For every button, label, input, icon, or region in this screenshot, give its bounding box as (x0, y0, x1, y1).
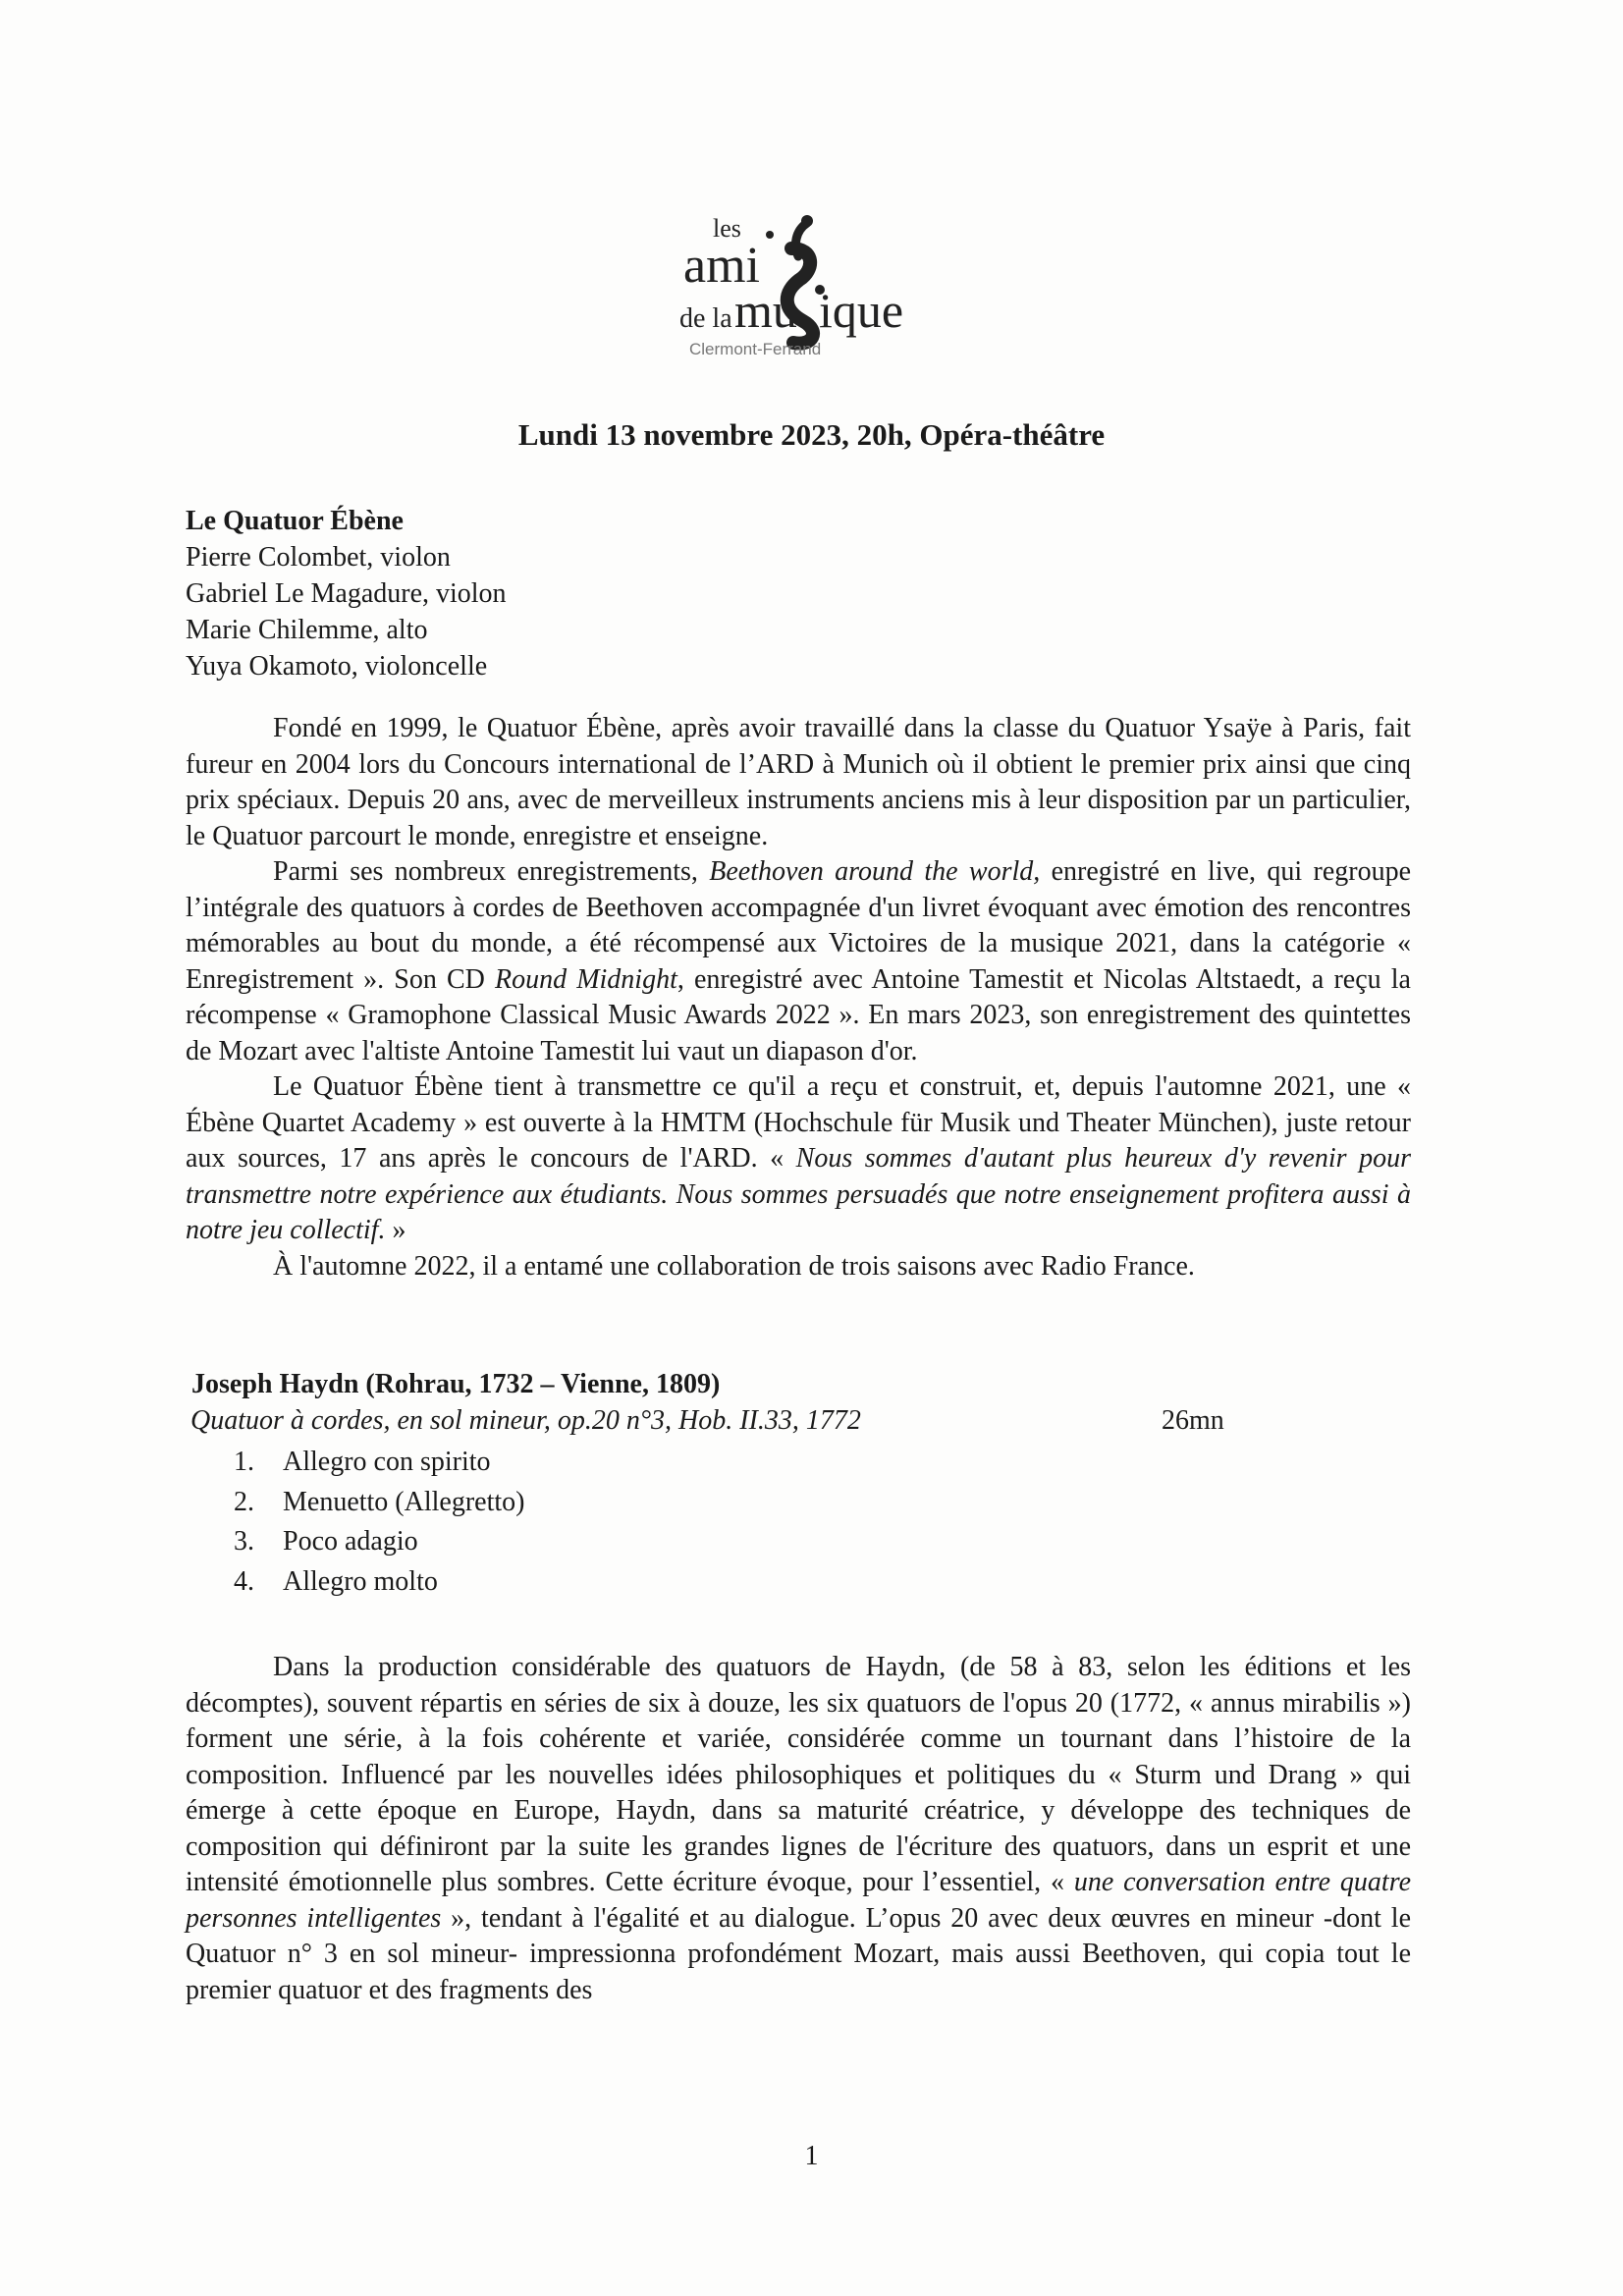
composer-heading: Joseph Haydn (Rohrau, 1732 – Vienne, 1809) (191, 1369, 721, 1399)
logo (677, 211, 992, 368)
movement-item: 1. Allegro con spirito (234, 1447, 491, 1477)
member-line: Pierre Colombet, violon (186, 542, 451, 573)
movement-item: 4. Allegro molto (234, 1565, 438, 1597)
logo-line3-b: mu (734, 283, 797, 338)
performers-block (186, 503, 507, 684)
logo-line2: ami (683, 238, 760, 294)
work-duration: 26mn (1162, 1405, 1224, 1436)
member-line: Yuya Okamoto, violoncelle (186, 651, 488, 682)
member-line: Gabriel Le Magadure, violon (186, 578, 507, 609)
movement-item: 3. Poco adagio (234, 1526, 418, 1557)
page-number: 1 (804, 2141, 819, 2171)
logo-line3-a: de la (679, 303, 732, 334)
ensemble-name: Le Quatuor Ébène (186, 506, 404, 536)
concert-date-title: Lundi 13 novembre 2023, 20h, Opéra-théâtre (517, 417, 1106, 452)
logo-subtitle: Clermont-Ferrand (689, 340, 822, 358)
bio-paragraph-3: Le Quatuor Ébène tient à transmettre ce qu'il a reçu et construit, et, depuis l'automne 2021, une « Ébène Quartet Academy » est ouverte à la HMTM (Hochschule für Musik und Theater München), juste retour aux sources, 17 ans après le concours de l'ARD. « Nous sommes d'autant plus heureux d'y revenir pour transmettre notre expérience aux étudiants. Nous sommes persuadés que notre enseignement profitera aussi à notre jeu collectif. » (186, 1071, 1411, 1245)
movement-item: 2. Menuetto (Allegretto) (234, 1486, 525, 1517)
notes-paragraph: Dans la production considérable des quatuors de Haydn, (de 58 à 83, selon les éditions et les décomptes), souvent répartis en séries de six à douze, les six quatuors de l'opus 20 (1772, « annus mirabilis ») forment une série, à la fois cohérente et variée, considérée comme un tournant dans l’histoire de la composition. Influencé par les nouvelles idées philosophiques et politiques du « Sturm und Drang » qui émerge à cette époque en Europe, Haydn, dans sa maturité créatrice, y développe des techniques de composition qui définiront par la suite les grandes lignes de l'écriture des quatuors, dans un esprit et une intensité émotionnelle plus sombres. Cette écriture évoque, pour l’essentiel, « une conversation entre quatre personnes intelligentes », tendant à l'égalité et au dialogue. L’opus 20 avec deux œuvres en mineur -dont le Quatuor n° 3 en sol mineur- impressionna profondément Mozart, mais aussi Beethoven, qui copia tout le premier quatuor et des fragments des (186, 1652, 1411, 2005)
logo-line3-c: ique (819, 283, 904, 338)
work-title: Quatuor à cordes, en sol mineur, op.20 n°3, Hob. II.33, 1772 (190, 1405, 861, 1436)
bio-paragraph-2: Parmi ses nombreux enregistrements, Beethoven around the world, enregistré en live, qui regroupe l’intégrale des quatuors à cordes de Beethoven accompagnée d'un livret évoquant avec émotion des rencontres mémorables au bout du monde, a été récompensé aux Victoires de la musique 2021, dans la catégorie « Enregistrement ». Son CD Round Midnight, enregistré avec Antoine Tamestit et Nicolas Altstaedt, a reçu la récompense « Gramophone Classical Music Awards 2022 ». En mars 2023, son enregistrement des quintettes de Mozart avec l'altiste Antoine Tamestit lui vaut un diapason d'or. (186, 856, 1411, 1066)
logo-line1: les (713, 214, 741, 243)
biography (186, 711, 1411, 1285)
movement-list (234, 1443, 524, 1602)
bio-paragraph-1: Fondé en 1999, le Quatuor Ébène, après avoir travaillé dans la classe du Quatuor Ysaÿe à Paris, fait fureur en 2004 lors du Concours international de l’ARD à Munich où il obtient le premier prix ainsi que cinq prix spéciaux. Depuis 20 ans, avec de merveilleux instruments anciens mis à leur disposition par un particulier, le Quatuor parcourt le monde, enregistre et enseigne. (186, 713, 1411, 851)
logo-graphic (677, 211, 992, 368)
program-notes (186, 1650, 1411, 2008)
bio-paragraph-4: À l'automne 2022, il a entamé une collaboration de trois saisons avec Radio France. (273, 1250, 1195, 1282)
member-line: Marie Chilemme, alto (186, 615, 428, 645)
